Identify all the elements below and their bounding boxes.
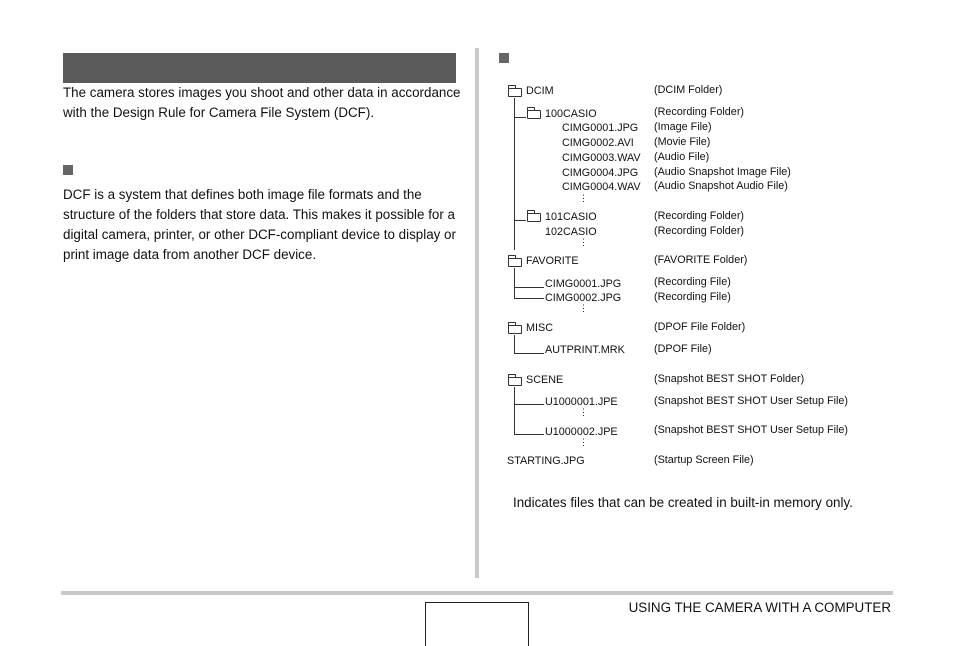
- tree-item-misc: MISC: [526, 322, 553, 334]
- dcf-paragraph: DCF is a system that defines both image file formats and the structure of the folders that store data. This makes it possible for a digital camera, printer, or other DCF-compliant device to display or print image data from another DCF device.: [63, 187, 456, 262]
- tree-file: U1000002.JPE: [545, 426, 618, 438]
- column-divider: [475, 48, 479, 578]
- tree-item-scene: SCENE: [526, 374, 564, 386]
- tree-desc-favorite: (FAVORITE Folder): [654, 254, 748, 266]
- dcim-branch-line: [514, 98, 515, 250]
- tree-section-marker-square: [499, 53, 509, 63]
- tree-file: U1000001.JPE: [545, 396, 618, 408]
- tree-desc: (Image File): [654, 121, 712, 133]
- tree-desc-starting: (Startup Screen File): [654, 454, 754, 466]
- footer-divider: [61, 591, 893, 595]
- folder-icon: [508, 325, 522, 334]
- tree-desc-dcim: (DCIM Folder): [654, 84, 723, 96]
- footer-title: USING THE CAMERA WITH A COMPUTER: [628, 600, 891, 615]
- branch-fav-file-2: [514, 298, 544, 299]
- section-header-bar: [63, 53, 456, 83]
- folder-icon: [508, 88, 522, 97]
- tree-desc: (Snapshot BEST SHOT User Setup File): [654, 395, 849, 407]
- folder-icon: [527, 213, 541, 222]
- tree-desc: (Recording File): [654, 291, 731, 303]
- intro-paragraph: The camera stores images you shoot and other data in accordance with the Design Rule for Camera File System (DCF).: [63, 85, 461, 120]
- branch-u2: [514, 434, 544, 435]
- tree-desc: (Snapshot BEST SHOT User Setup File): [654, 424, 849, 436]
- branch-u1: [514, 404, 544, 405]
- tree-file: CIMG0003.WAV: [562, 152, 641, 164]
- tree-file: AUTPRINT.MRK: [545, 344, 625, 356]
- tree-desc-scene: (Snapshot BEST SHOT Folder): [654, 373, 805, 385]
- tree-desc-101casio: (Recording Folder): [654, 210, 745, 222]
- tree-file: CIMG0001.JPG: [545, 278, 622, 290]
- tree-file-starting: STARTING.JPG: [507, 455, 585, 467]
- memory-note: Indicates files that can be created in built-in memory only.: [513, 495, 853, 510]
- ellipsis-dots: ⋮: [579, 437, 588, 447]
- tree-item-102casio: 102CASIO: [545, 226, 597, 238]
- tree-desc: (Audio File): [654, 151, 710, 163]
- folder-icon: [508, 377, 522, 386]
- misc-branch-line: [514, 335, 515, 353]
- tree-desc: (Audio Snapshot Image File): [654, 166, 791, 178]
- tree-file: CIMG0004.WAV: [562, 181, 641, 193]
- tree-desc-misc: (DPOF File Folder): [654, 321, 746, 333]
- tree-item-100casio: 100CASIO: [545, 108, 597, 120]
- page-number-box: [425, 602, 529, 646]
- folder-icon: [508, 258, 522, 267]
- tree-desc-102casio: (Recording Folder): [654, 225, 745, 237]
- ellipsis-dots: ⋮: [579, 237, 588, 247]
- tree-item-101casio: 101CASIO: [545, 211, 597, 223]
- ellipsis-dots: ⋮: [579, 407, 588, 417]
- tree-desc: (DPOF File): [654, 343, 712, 355]
- tree-desc: (Recording File): [654, 276, 731, 288]
- scene-branch-line: [514, 387, 515, 435]
- tree-item-dcim: DCIM: [526, 85, 554, 97]
- tree-desc: (Audio Snapshot Audio File): [654, 180, 788, 192]
- tree-desc: (Movie File): [654, 136, 711, 148]
- tree-file: CIMG0004.JPG: [562, 167, 639, 179]
- folder-icon: [527, 110, 541, 119]
- tree-file: CIMG0002.JPG: [545, 292, 622, 304]
- branch-100casio: [514, 117, 526, 118]
- tree-file: CIMG0001.JPG: [562, 122, 639, 134]
- branch-autprint: [514, 353, 544, 354]
- branch-fav-file-1: [514, 287, 544, 288]
- subsection-marker-square: [63, 165, 73, 175]
- tree-desc-100casio: (Recording Folder): [654, 106, 745, 118]
- tree-file: CIMG0002.AVI: [562, 137, 634, 149]
- tree-item-favorite: FAVORITE: [526, 255, 579, 267]
- ellipsis-dots: ⋮: [579, 193, 588, 203]
- ellipsis-dots: ⋮: [579, 303, 588, 313]
- favorite-branch-line: [514, 268, 515, 299]
- branch-101casio: [514, 220, 526, 221]
